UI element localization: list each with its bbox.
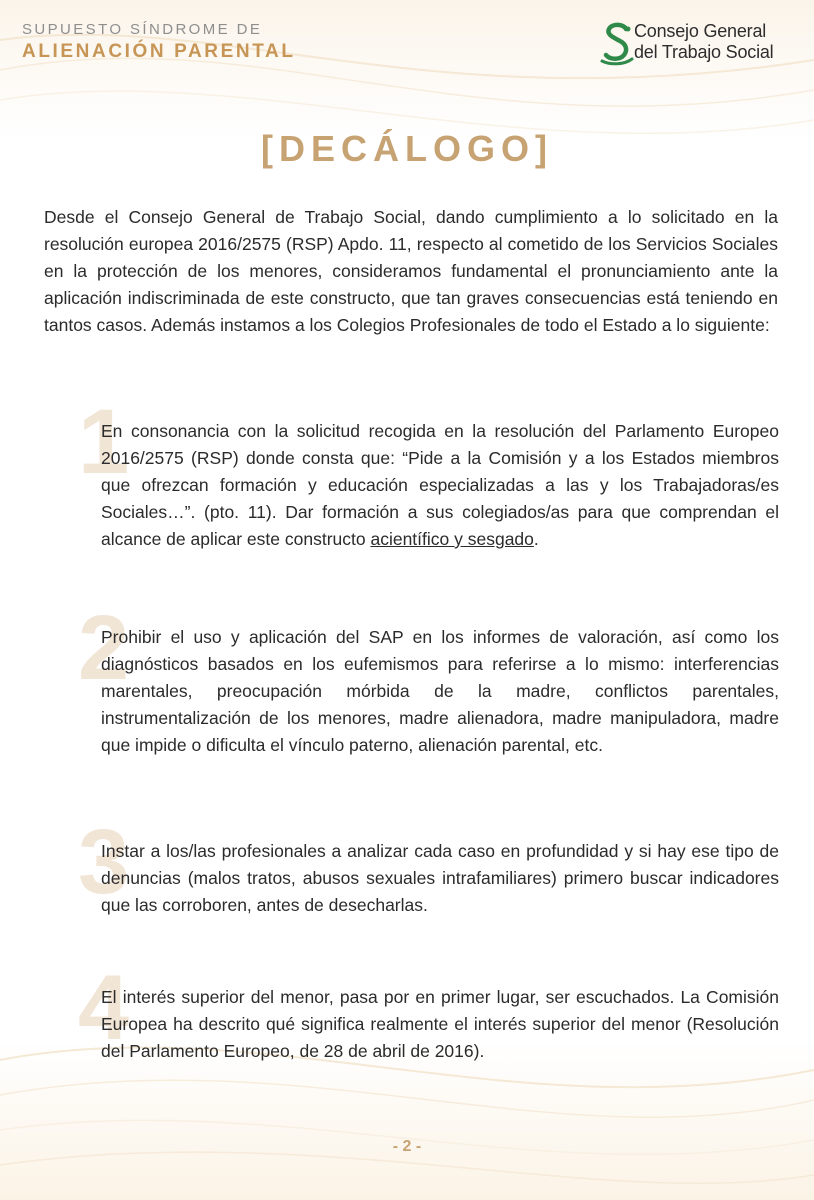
- org-logo: [598, 18, 812, 68]
- list-item: [70, 811, 790, 919]
- document-title-line1: SUPUESTO SÍNDROME DE: [22, 21, 263, 38]
- org-name-line2: del Trabajo Social: [634, 42, 774, 62]
- item-text: El interés superior del menor, pasa por en primer lugar, ser escuchados. La Comisión Europea ha descrito qué significa realmente el interés superior del menor (Resolución del Parlamento Europeo, de 28 de abril de 2016).: [101, 987, 779, 1061]
- intro-paragraph: Desde el Consejo General de Trabajo Social, dando cumplimiento a lo solicitado en la resolución europea 2016/2575 (RSP) Apdo. 11, respecto al cometido de los Servicios Sociales en la protección de los menores, consideramos fundamental el pronunciamiento ante la aplicación indiscriminada de este constructo, que tan graves consecuencias está teniendo en tantos casos. Además instamos a los Colegios Profesionales de todo el Estado a lo siguiente:: [44, 207, 778, 335]
- item-number: 3: [78, 811, 130, 913]
- document-title-line2: ALIENACIÓN PARENTAL: [22, 41, 296, 62]
- item-text: [101, 418, 779, 553]
- page-number: - 2 -: [392, 1138, 422, 1155]
- item-number: 1: [78, 391, 130, 493]
- item-text: Instar a los/las profesionales a analizar cada caso en profundidad y si hay ese tipo de denuncias (malos tratos, abusos sexuales intrafamiliares) primero buscar indicadores que las corroboren, antes de desecharlas.: [101, 841, 779, 915]
- list-item: [70, 597, 790, 759]
- item-number: 2: [78, 597, 130, 699]
- item-text-end: .: [533, 529, 539, 549]
- list-item: [70, 391, 790, 553]
- cgts-logo-icon: [598, 20, 636, 66]
- item-text-body: En consonancia con la solicitud recogida en la resolución del Parlamento Europeo 2016/2575 (RSP) donde consta que: “Pide a la Comisión y a los Estados miembros que ofrezcan formación y educación especializadas a las y los Trabajadoras/es Sociales…”. (pto. 11). Dar formación a sus colegiados/as para que comprendan el alcance de aplicar este constructo: [101, 421, 779, 549]
- item-text-underlined: acientífico y sesgado: [370, 529, 534, 549]
- section-heading: [DECÁLOGO]: [261, 128, 553, 169]
- item-text: Prohibir el uso y aplicación del SAP en los informes de valoración, así como los diagnósticos basados en los eufemismos para referirse a lo mismo: interferencias marentales, preocupación mórbida de la madre, conflictos parentales, instrumentalización de los menores, madre alienadora, madre manipuladora, madre que impide o dificulta el vínculo paterno, alienación parental, etc.: [101, 627, 779, 755]
- item-number: 4: [78, 957, 130, 1059]
- org-name-line1: Consejo General: [634, 21, 767, 41]
- list-item: [70, 957, 790, 1065]
- document-title: [22, 22, 296, 61]
